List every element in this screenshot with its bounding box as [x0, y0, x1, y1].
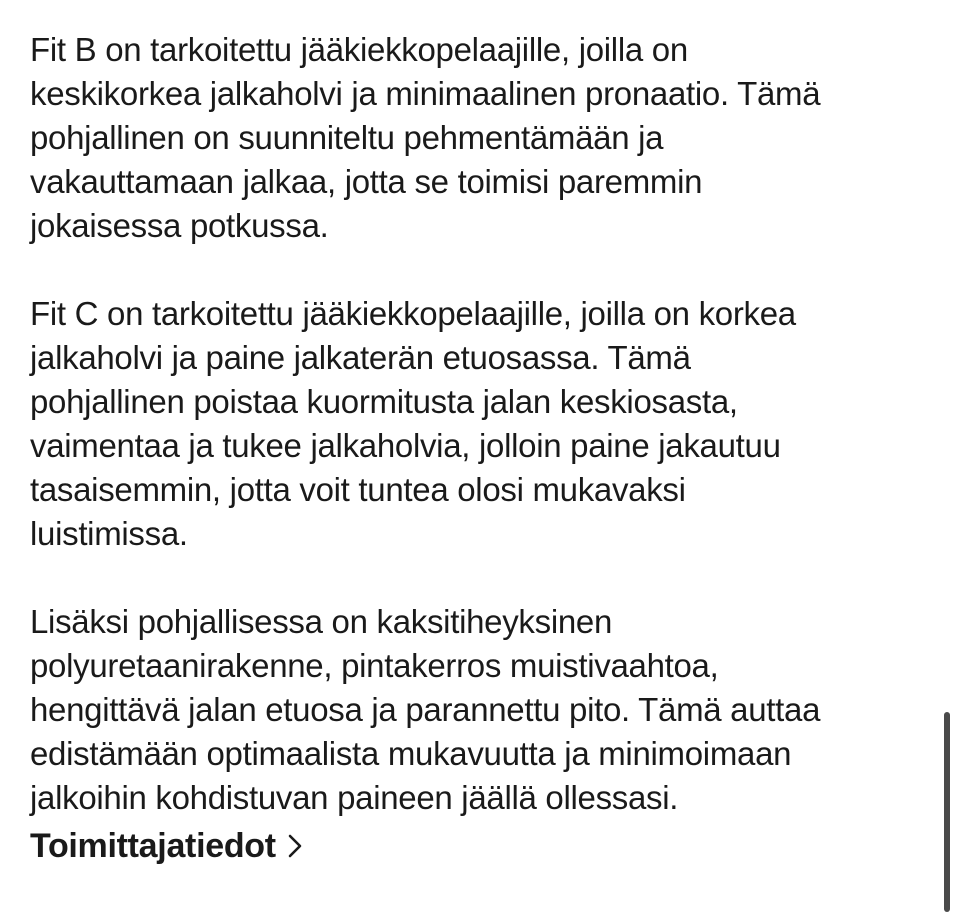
chevron-right-icon — [284, 831, 306, 861]
vertical-scrollbar[interactable] — [944, 712, 950, 912]
description-paragraph-fit-c: Fit C on tarkoitettu jääkiekkopelaajille, joilla on korkea jalkaholvi ja paine jalkaterän etuosassa. Tämä pohjallinen poistaa kuormitusta jalan keskiosasta, vaimentaa ja tukee jalkaholvia, jolloin paine jakautuu tasaisemmin, jotta voit tuntea olosi mukavaksi luistimissa. — [30, 295, 796, 552]
product-description — [30, 28, 930, 868]
supplier-info-link[interactable] — [30, 824, 930, 868]
description-paragraph-features: Lisäksi pohjallisessa on kaksitiheyksinen polyuretaanirakenne, pintakerros muistivaahtoa, hengittävä jalan etuosa ja parannettu pito. Tämä auttaa edistämään optimaalista mukavuutta ja minimoimaan jalkoihin kohdistuvan paineen jäällä ollessasi. — [30, 603, 821, 816]
description-paragraph-fit-b: Fit B on tarkoitettu jääkiekkopelaajille, joilla on keskikorkea jalkaholvi ja minimaalinen pronaatio. Tämä pohjallinen on suunniteltu pehmentämään ja vakauttamaan jalkaa, jotta se toimisi paremmin jokaisessa potkussa. — [30, 31, 821, 244]
supplier-info-label: Toimittajatiedot — [30, 826, 276, 865]
